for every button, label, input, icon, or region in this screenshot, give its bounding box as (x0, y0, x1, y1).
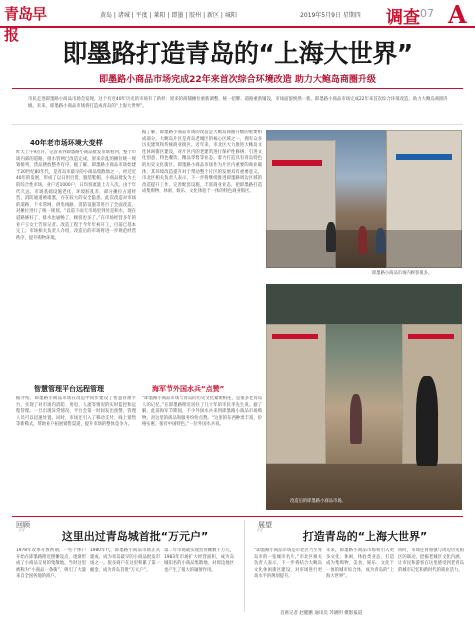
column2-body: 据了解，即墨路小商品市场的改造是大鲍岛商圈升级的重要组成部分。大鲍岛片区是青岛老城区的核心区域之一，拥有众多历史建筑和传统商业街区。近年来，市北区大力推进大鲍岛文化休闲街区建设，对片区内的老建筑进行保护性修缮，引进文化创意、特色餐饮、精品零售等业态，着力打造具有青岛特色的历史文化街区。即墨路小商品市场作为片区内重要的商业载体，其环境改造提升对于带动整个片区的发展具有重要意义。市北区相关负责人表示，下一步将继续推进即墨路周边区域的改造提升工作，完善配套设施，丰富商业业态，把即墨路打造成集购物、休闲、娱乐、文化体验于一体的特色商业街区。 (142, 130, 262, 195)
shopper (416, 376, 438, 466)
review-body: 1980年代，即墨路小商品市场正式建成，成为青岛最早的小商品批发市场之一。很多商户在这里积累了第一桶金，成为青岛首批“万元户”。 (90, 548, 160, 573)
section-name: 调查 (386, 8, 420, 28)
quote-mark-icon: “ (18, 526, 27, 542)
review-body: 1978年改革开放初期，一些个体户开始在即墨路附近摆摊设点，逐渐形成了小商品交易的集散地。当时这里被称为“小商品一条街”，吸引了大量来自全国各地的商户。 (16, 548, 86, 580)
lead-paragraph: 市民走进即墨路小商品市场会发现，这个有近40年历史的市场有了新样：原来的商铺摊位重新调整、统一招牌、道路重新铺设，市场面貌焕然一新。即墨路小商品市场完成22年来首次综合环境改造，助力大鲍岛商圈升级。未来，即墨路小商品市场将打造成青岛的“上海大世界”。 (28, 97, 448, 109)
review-title: 这里出过青岛城首批“万元户” (61, 530, 209, 543)
roof (266, 284, 462, 324)
shopper (350, 394, 362, 444)
outlook-body: 同时，市场还将加强与周边历史街区的联动，挖掘老城区文化内涵，让市民和游客在这里感受到老青岛的城市记忆和新时代的商业活力。 (398, 548, 464, 573)
column2-body2: “即墨路小商品市场与青岛的历史文化紧密相连，是很多老青岛人的记忆。”在即墨路附近居住了几十年的市民李先生说。据了解，此前海军节期间，不少外国水兵来到即墨路小商品市场购物，对这里的商品和服务纷纷点赞。“这里的东西种类丰富，价格实惠，很有中国特色。”一位外国水兵说。 (142, 396, 262, 428)
logo-text: 青岛早报 (4, 5, 47, 44)
market-photo-top (266, 130, 462, 268)
divider (12, 88, 463, 89)
column1-title: 40年老市场环境大变样 (30, 139, 103, 147)
outlook-title: 打造青岛的“上海大世界” (302, 530, 428, 543)
masthead-sections: 黄岛 | 诸城 | 平度 | 莱阳 | 即墨 | 胶州 | 新区 | 城阳 (100, 12, 237, 19)
outlook-body: “即墨路小商品市场是市北区乃至青岛市的一张城市名片。”市北区相关负责人表示，下一步将结合大鲍岛文化休闲街区建设，对市场进行更高水平的规划提升。 (254, 548, 322, 580)
shop-sign (272, 160, 322, 166)
page-number: 07 (420, 7, 434, 20)
pedestrian (376, 228, 385, 254)
market-photo-bottom (266, 284, 462, 510)
headline: 即墨路打造青岛的“上海大世界” (62, 39, 413, 68)
byline-credits: 首席记者 赵健鹏 通讯员 苏晓明 摄影报道 (280, 611, 363, 616)
stall (266, 324, 326, 464)
pedestrian (326, 222, 336, 252)
newspaper-logo (4, 3, 56, 44)
column1-body2: 据介绍，即墨路小商品市场在改造中同步建设了智慧管理平台，实现了对市场内消防、用电、人流等情况的实时监控和远程管理。一旦出现异常情况，平台会第一时间发出预警，管理人员可以迅速处置。同时，市场还引入了移动支付、线上销售等新模式，帮助业户拓展销售渠道，提升市场的整体竞争力。 (16, 396, 136, 428)
page-letter: A (448, 0, 467, 29)
column1-subtitle: 智慧管理平台远程管理 (34, 385, 104, 393)
divider (12, 516, 463, 517)
photo-caption: 即墨路小商品市场内顾客很多。 (372, 271, 433, 276)
quote-mark-icon: “ (256, 526, 265, 542)
subheadline: 即墨路小商品市场完成22年来首次综合环境改造 助力大鲍岛商圈升级 (99, 75, 376, 85)
outlook-tag: 展望 (258, 521, 272, 529)
column-divider (244, 520, 245, 612)
review-tag: 回顾 (16, 521, 30, 529)
shop-sign (408, 334, 454, 339)
outlook-body: 未来，即墨路小商品市场将引入更多文化、休闲、体验类业态，打造成为集购物、美食、娱乐、文化于一体的城市综合体，成为青岛的“上海大世界”。 (326, 548, 394, 580)
shop-sign (272, 334, 318, 339)
column2-subtitle: 海军节外国水兵“点赞” (152, 385, 225, 393)
column1-body: 昨天上午9点许，记者来到即墨路小商品批发市场看到，整个市场内部的道路、排水管网已改造完成，原来杂乱的摊位统一规划排列，货品摆放整齐有序。据了解，即墨路小商品市场始建于20世纪80年代，是青岛市最早的小商品集散地之一，经过近40年的发展，形成了以日用百货、服装鞋帽、小商品批发为主的综合性市场，业户近1000户，日均客流量上万人次。由于年代久远，市场基础设施老化、环境脏乱差，部分摊位占道经营，消防通道被堵塞，存在较大的安全隐患。此次改造对市场的道路、下水管网、供电线路、消防设施等进行了全面改造，对摊位进行了统一规划。“以前下雨天市场里到处是积水，现在道路修好了，排水也通畅了，顾客也多了。”在市场经营多年的业户王女士告诉记者。改造工程于今年年初开工，目前已基本完工。市场相关负责人介绍，改造后的市场将进一步规范经营秩序，提升购物环境。 (16, 150, 136, 241)
photo-caption: 改造后的即墨路小商品市场。 (290, 499, 346, 504)
pedestrian (358, 226, 367, 254)
review-body: 第二年市场就实现营业额数千万元，1983年市场扩大经营面积，成为岛城知名的小商品集散地，对周边地区也产生了很大的辐射作用。 (164, 548, 234, 573)
shop-sign (396, 154, 452, 160)
divider (12, 124, 463, 125)
issue-date: 2019年5月9日 星期四 (300, 12, 361, 19)
